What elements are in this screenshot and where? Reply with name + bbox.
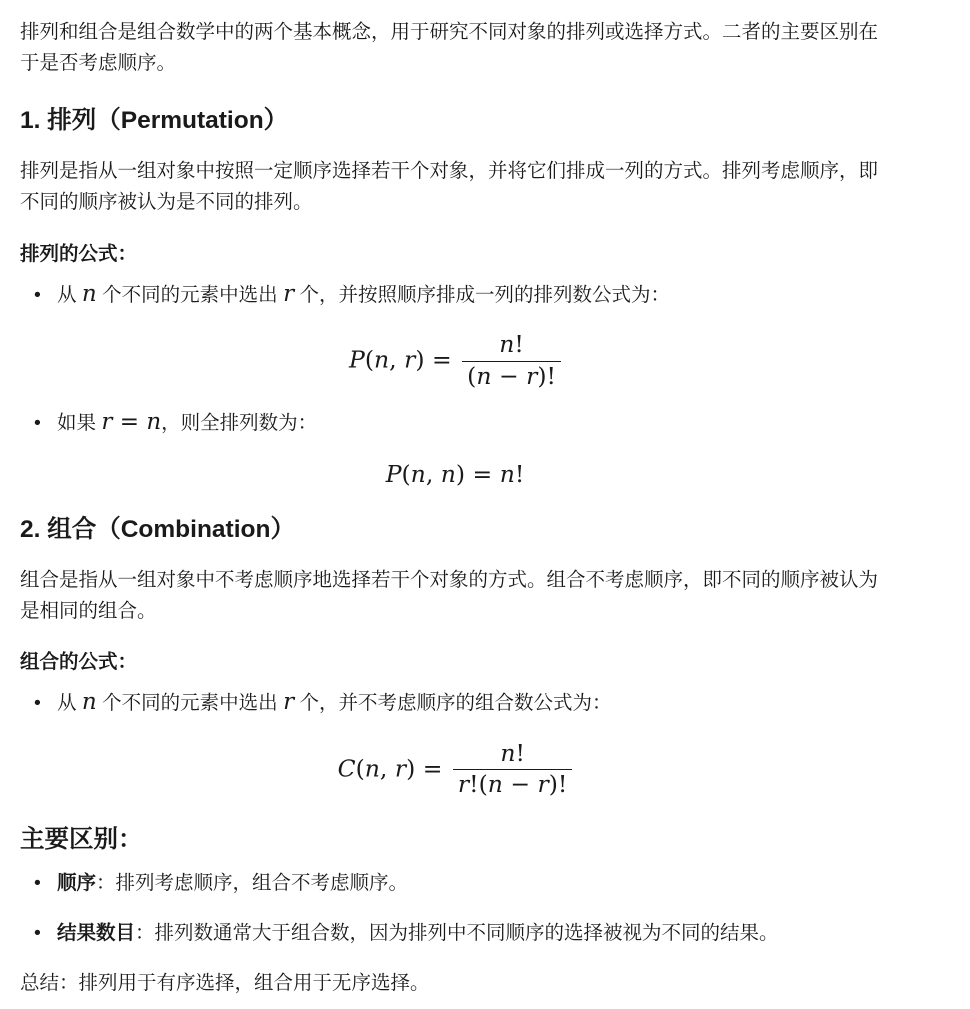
fraction: $\frac{n!}{r!(n - r)!}$ (453, 741, 573, 799)
list-item-text: 从 n 个不同的元素中选出 r 个，并按照顺序排成一列的排列数公式为： (57, 280, 671, 307)
list-item (34, 408, 890, 439)
bullet-icon: • (34, 283, 41, 306)
permutation-formula-list (20, 280, 890, 311)
permutation-formula-label: 排列的公式： (20, 242, 138, 265)
list-item-text: 从 n 个不同的元素中选出 r 个，并不考虑顺序的组合数公式为： (57, 689, 612, 716)
list-item (34, 688, 890, 719)
list-item-text: 如果 r = n，则全排列数为： (57, 408, 318, 435)
combination-description: 组合是指从一组对象中不考虑顺序地选择若干个对象的方式。组合不考虑顺序，即不同的顺序被认为是相同的组合。 (20, 568, 879, 623)
intro-paragraph: 排列和组合是组合数学中的两个基本概念，用于研究不同对象的排列或选择方式。二者的主要区别在于是否考虑顺序。 (20, 21, 879, 75)
differences-list (20, 868, 890, 949)
combination-formula: C(n, r) = $\frac{n!}{r!(n - r)!}$ (20, 741, 890, 799)
bullet-icon: • (34, 411, 41, 434)
list-item (34, 918, 890, 949)
combination-heading: 2. 组合（Combination） (20, 516, 295, 544)
list-item (34, 868, 890, 899)
permutation-heading: 1. 排列（Permutation） (20, 107, 289, 135)
permutation-formula: P(n, r) = $\frac{n!}{(n - r)!}$ (20, 332, 890, 390)
permutation-description: 排列是指从一组对象中按照一定顺序选择若干个对象，并将它们排成一列的方式。排列考虑顺序，即不同的顺序被认为是不同的排列。 (20, 160, 879, 214)
fraction: $\frac{n!}{(n - r)!}$ (462, 332, 561, 390)
list-item-text: 结果数目：排列数通常大于组合数，因为排列中不同顺序的选择被视为不同的结果。 (57, 922, 779, 945)
summary-paragraph: 总结：排列用于有序选择，组合用于无序选择。 (20, 971, 430, 994)
bullet-icon: • (34, 872, 41, 895)
list-item (34, 280, 890, 311)
combination-formula-list (20, 688, 890, 719)
full-permutation-formula: P(n, n) = n! (385, 459, 525, 488)
list-item-text: 顺序：排列考虑顺序，组合不考虑顺序。 (57, 872, 409, 895)
full-permutation-list (20, 408, 890, 439)
differences-heading: 主要区别： (20, 826, 143, 854)
bullet-icon: • (34, 692, 41, 715)
combination-formula-label: 组合的公式： (20, 651, 138, 674)
bullet-icon: • (34, 922, 41, 945)
